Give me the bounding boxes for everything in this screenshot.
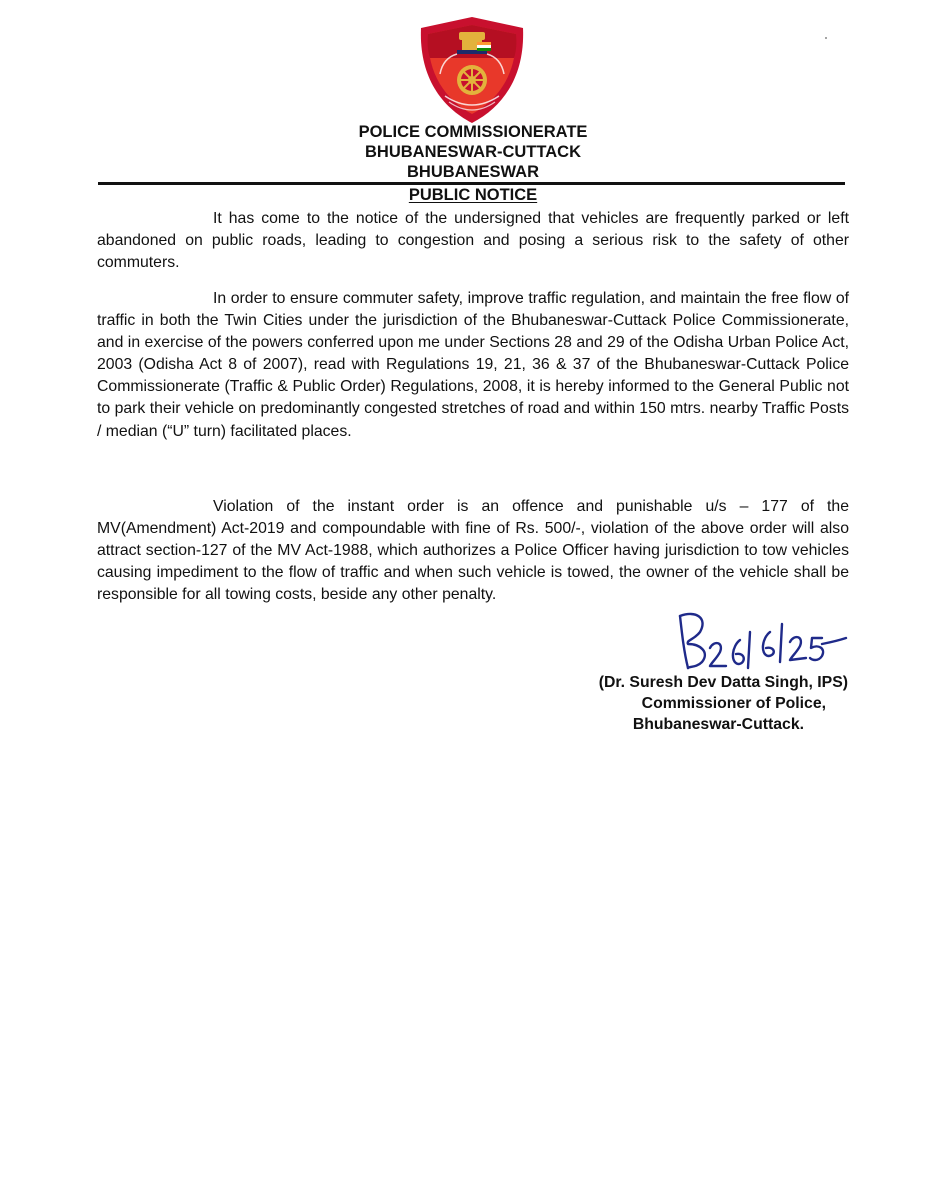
police-emblem-icon xyxy=(413,14,531,126)
paragraph-2: In order to ensure commuter safety, improve traffic regulation, and maintain the free flow of traffic in both the Twin Cities under the jurisdiction of the Bhubaneswar-Cuttack Police Commissionerate, and in exercise of the powers conferred upon me under Sections 28 and 29 of the Odisha Urban Police Act, 2003 (Odisha Act 8 of 2007), read with Regulations 19, 21, 36 & 37 of the Bhubaneswar-Cuttack Police Commissionerate (Traffic & Public Order) Regulations, 2008, it is hereby informed to the General Public not to park their vehicle on predominantly congested stretches of road and within 150 mtrs. nearby Traffic Posts / median (“U” turn) facilitated places. xyxy=(97,290,849,440)
signatory-place: Bhubaneswar-Cuttack. xyxy=(632,716,804,733)
header-line-police-commissionerate: POLICE COMMISSIONERATE xyxy=(358,123,588,141)
notice-title: PUBLIC NOTICE xyxy=(408,186,538,204)
paragraph-3: Violation of the instant order is an offence and punishable u/s – 177 of the MV(Amendment) Act-2019 and compoundable with fine of Rs. 500/-, violation of the above order will also attract section-127 of the MV Act-1988, which authorizes a Police Officer having jurisdiction to tow vehicles causing impediment to the flow of traffic and when such vehicle is towed, the owner of the vehicle shall be responsible for all towing costs, beside any other penalty. xyxy=(97,498,849,604)
header-line-bhubaneswar-cuttack: BHUBANESWAR-CUTTACK xyxy=(364,143,581,161)
paragraph-1: It has come to the notice of the undersigned that vehicles are frequently parked or left abandoned on public roads, leading to congestion and posing a serious risk to the safety of other commuters. xyxy=(97,210,849,272)
header-line-bhubaneswar: BHUBANESWAR xyxy=(407,163,539,181)
signatory-name: (Dr. Suresh Dev Datta Singh, IPS) xyxy=(598,674,848,691)
handwritten-signature xyxy=(666,604,852,676)
signatory-title: Commissioner of Police, xyxy=(641,695,826,712)
scan-speck xyxy=(825,37,827,39)
